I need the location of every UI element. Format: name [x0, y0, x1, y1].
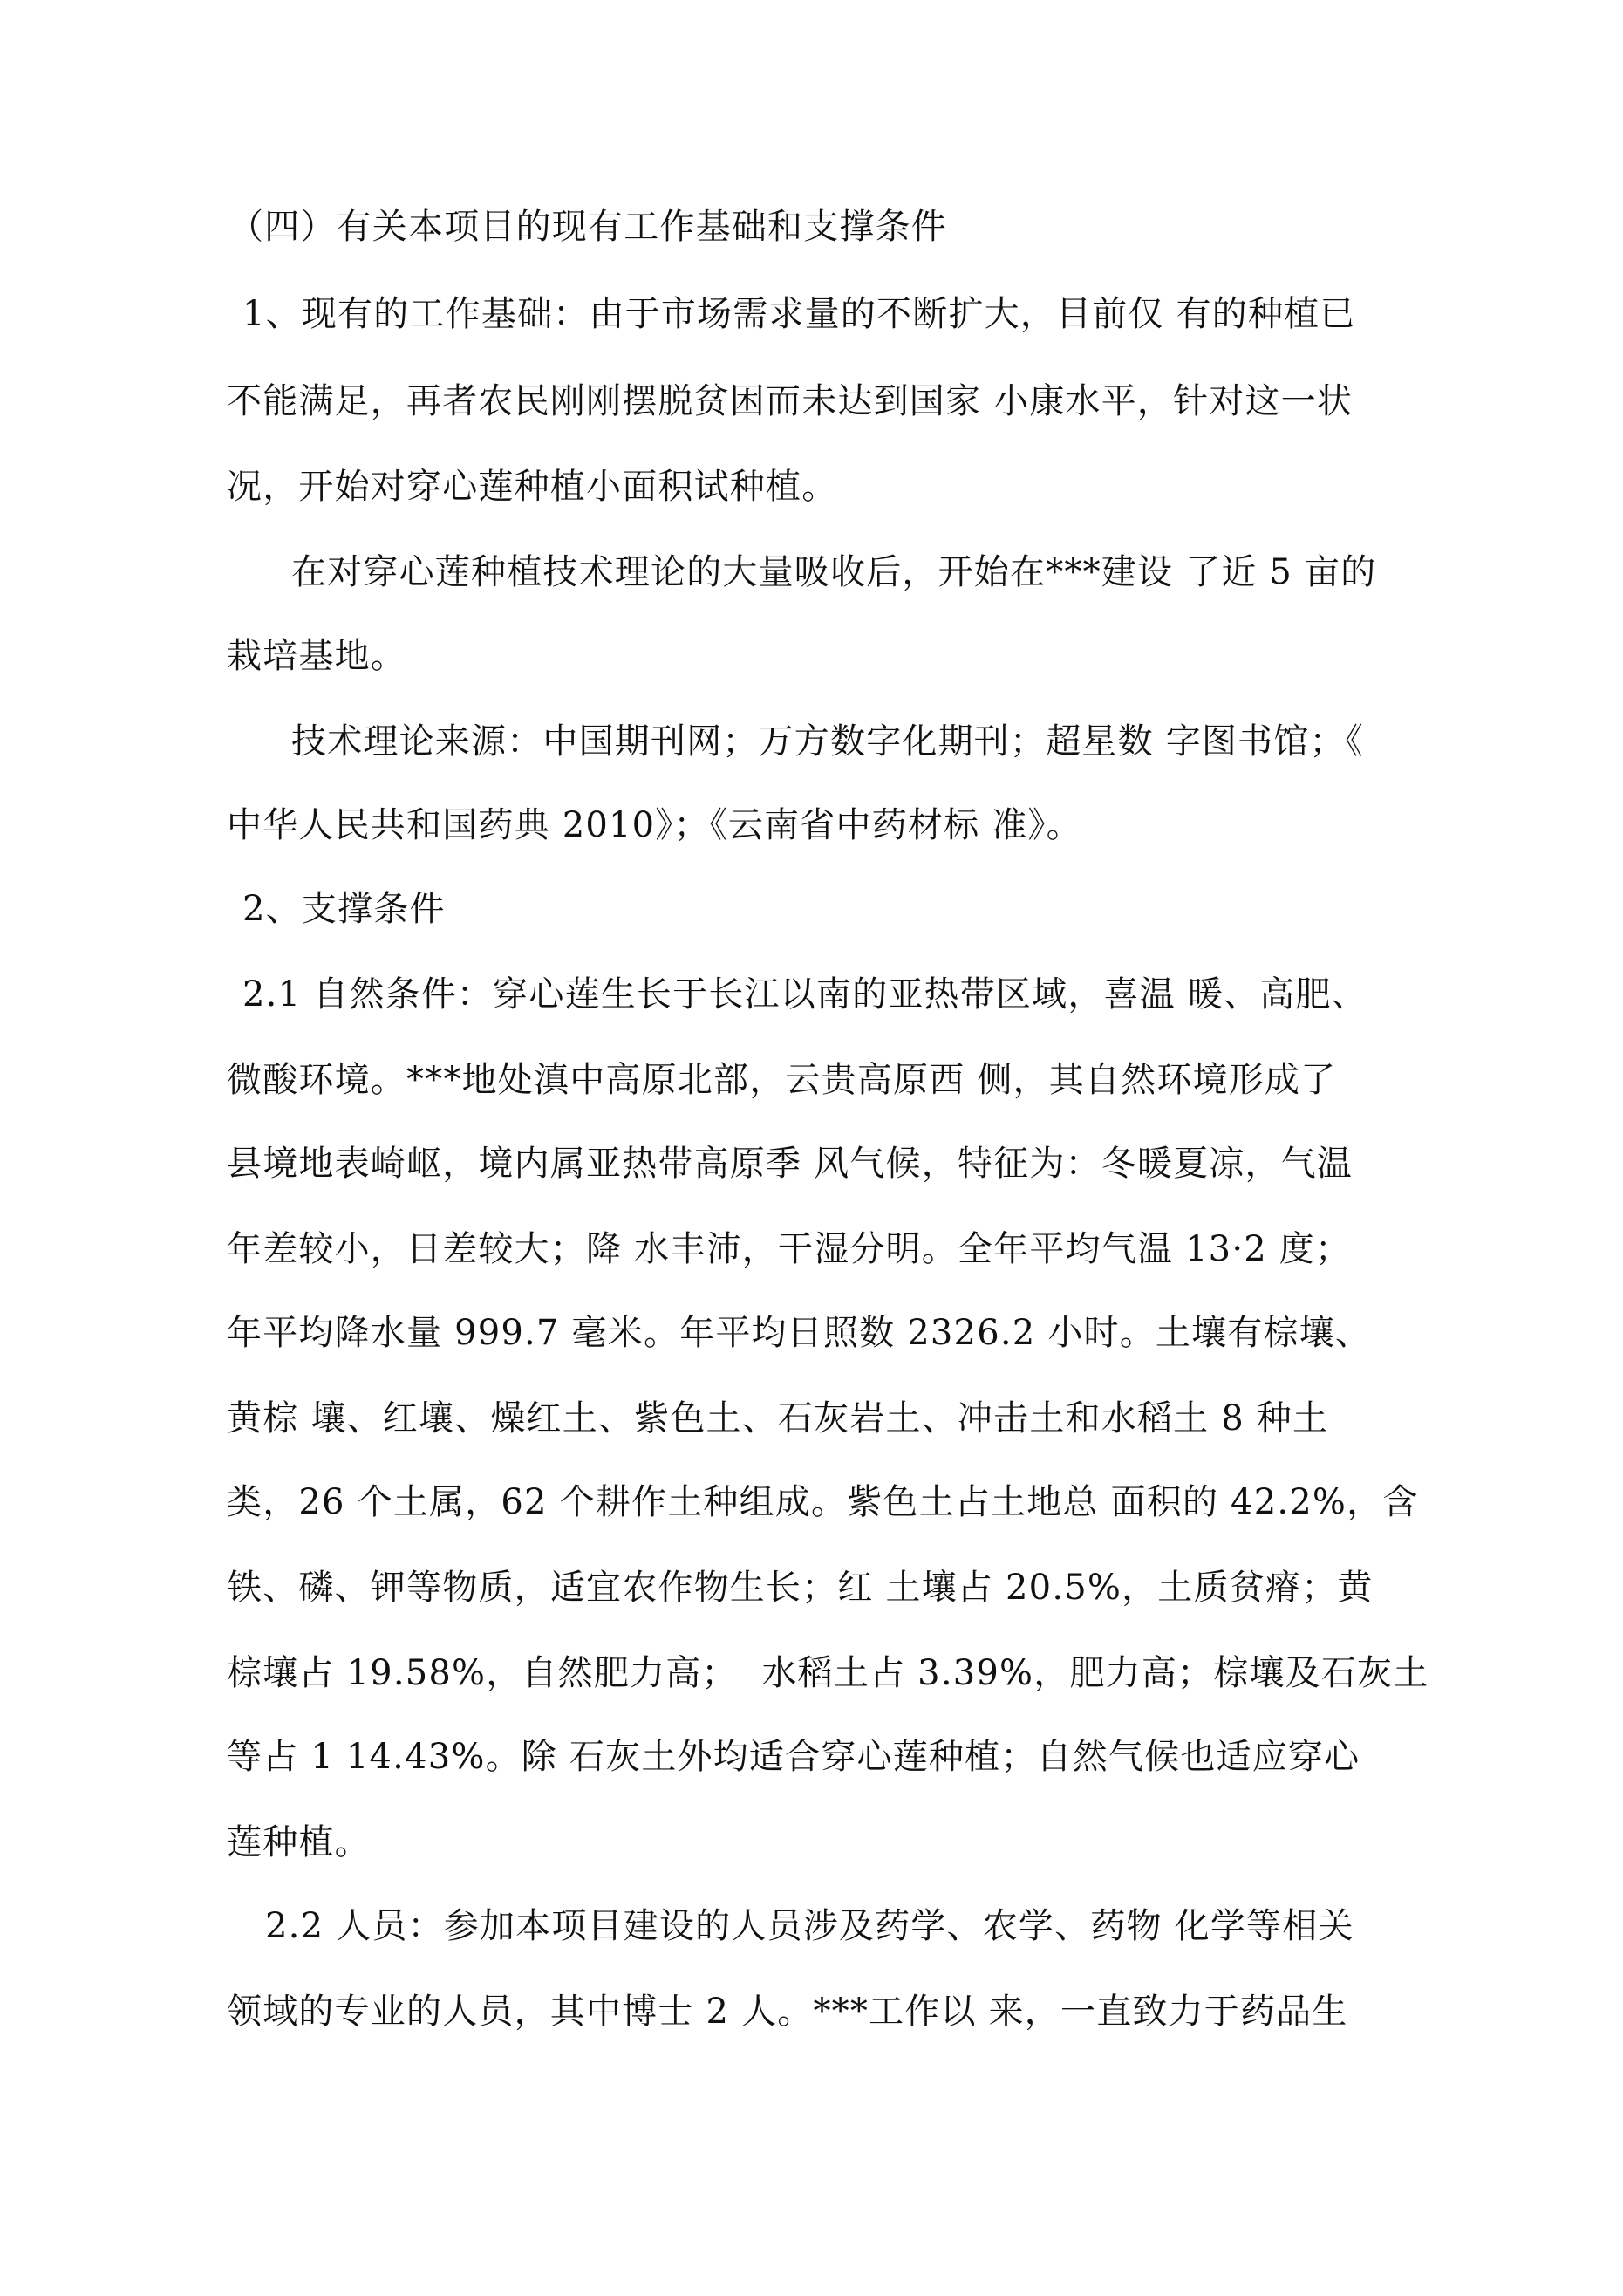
- paragraph-line: 年平均降水量 999.7 毫米。年平均日照数 2326.2 小时。土壤有棕壤、: [227, 1313, 1372, 1353]
- paragraph-line: 1、现有的工作基础：由于市场需求量的不断扩大，目前仅 有的种植已: [242, 294, 1356, 334]
- paragraph-line: 棕壤占 19.58%，自然肥力高； 水稻土占 3.39%，肥力高；棕壤及石灰土: [227, 1653, 1429, 1693]
- paragraph-line: 县境地表崎岖，境内属亚热带高原季 风气候，特征为：冬暖夏凉，气温: [227, 1144, 1354, 1184]
- paragraph-line: 中华人民共和国药典 2010》；《云南省中药材标 准》。: [227, 805, 1082, 845]
- paragraph-line: 栽培基地。: [227, 636, 406, 676]
- paragraph-line: 类，26 个土属，62 个耕作土种组成。紫色土占土地总 面积的 42.2%，含: [227, 1482, 1419, 1522]
- paragraph-line: 技术理论来源：中国期刊网；万方数字化期刊；超星数 字图书馆；《: [291, 721, 1364, 762]
- paragraph-line: 铁、磷、钾等物质，适宜农作物生长；红 土壤占 20.5%，土质贫瘠；黄: [227, 1568, 1374, 1608]
- subsection-heading: 2、支撑条件: [242, 889, 446, 929]
- section-heading: （四）有关本项目的现有工作基础和支撑条件: [228, 207, 947, 247]
- paragraph-line: 微酸环境。***地处滇中高原北部，云贵高原西 侧，其自然环境形成了: [227, 1060, 1337, 1100]
- paragraph-line: 不能满足，再者农民刚刚摆脱贫困而未达到国家 小康水平，针对这一状: [227, 381, 1354, 421]
- paragraph-line: 领域的专业的人员，其中博士 2 人。***工作以 来，一直致力于药品生: [227, 1992, 1348, 2032]
- paragraph-line: 等占 1 14.43%。除 石灰土外均适合穿心莲种植；自然气候也适应穿心: [227, 1737, 1360, 1777]
- paragraph-line: 2.2 人员：参加本项目建设的人员涉及药学、农学、药物 化学等相关: [265, 1906, 1354, 1946]
- paragraph-line: 况，开始对穿心莲种植小面积试种植。: [227, 467, 838, 507]
- paragraph-line: 2.1 自然条件：穿心莲生长于长江以南的亚热带区域，喜温 暖、高肥、: [242, 974, 1367, 1015]
- paragraph-line: 在对穿心莲种植技术理论的大量吸收后，开始在***建设 了近 5 亩的: [291, 552, 1377, 592]
- paragraph-line: 莲种植。: [227, 1822, 371, 1862]
- paragraph-line: 年差较小，日差较大；降 水丰沛，干湿分明。全年平均气温 13·2 度；: [227, 1229, 1352, 1269]
- paragraph-line: 黄棕 壤、红壤、燥红土、紫色土、石灰岩土、冲击土和水稻土 8 种土: [227, 1398, 1329, 1438]
